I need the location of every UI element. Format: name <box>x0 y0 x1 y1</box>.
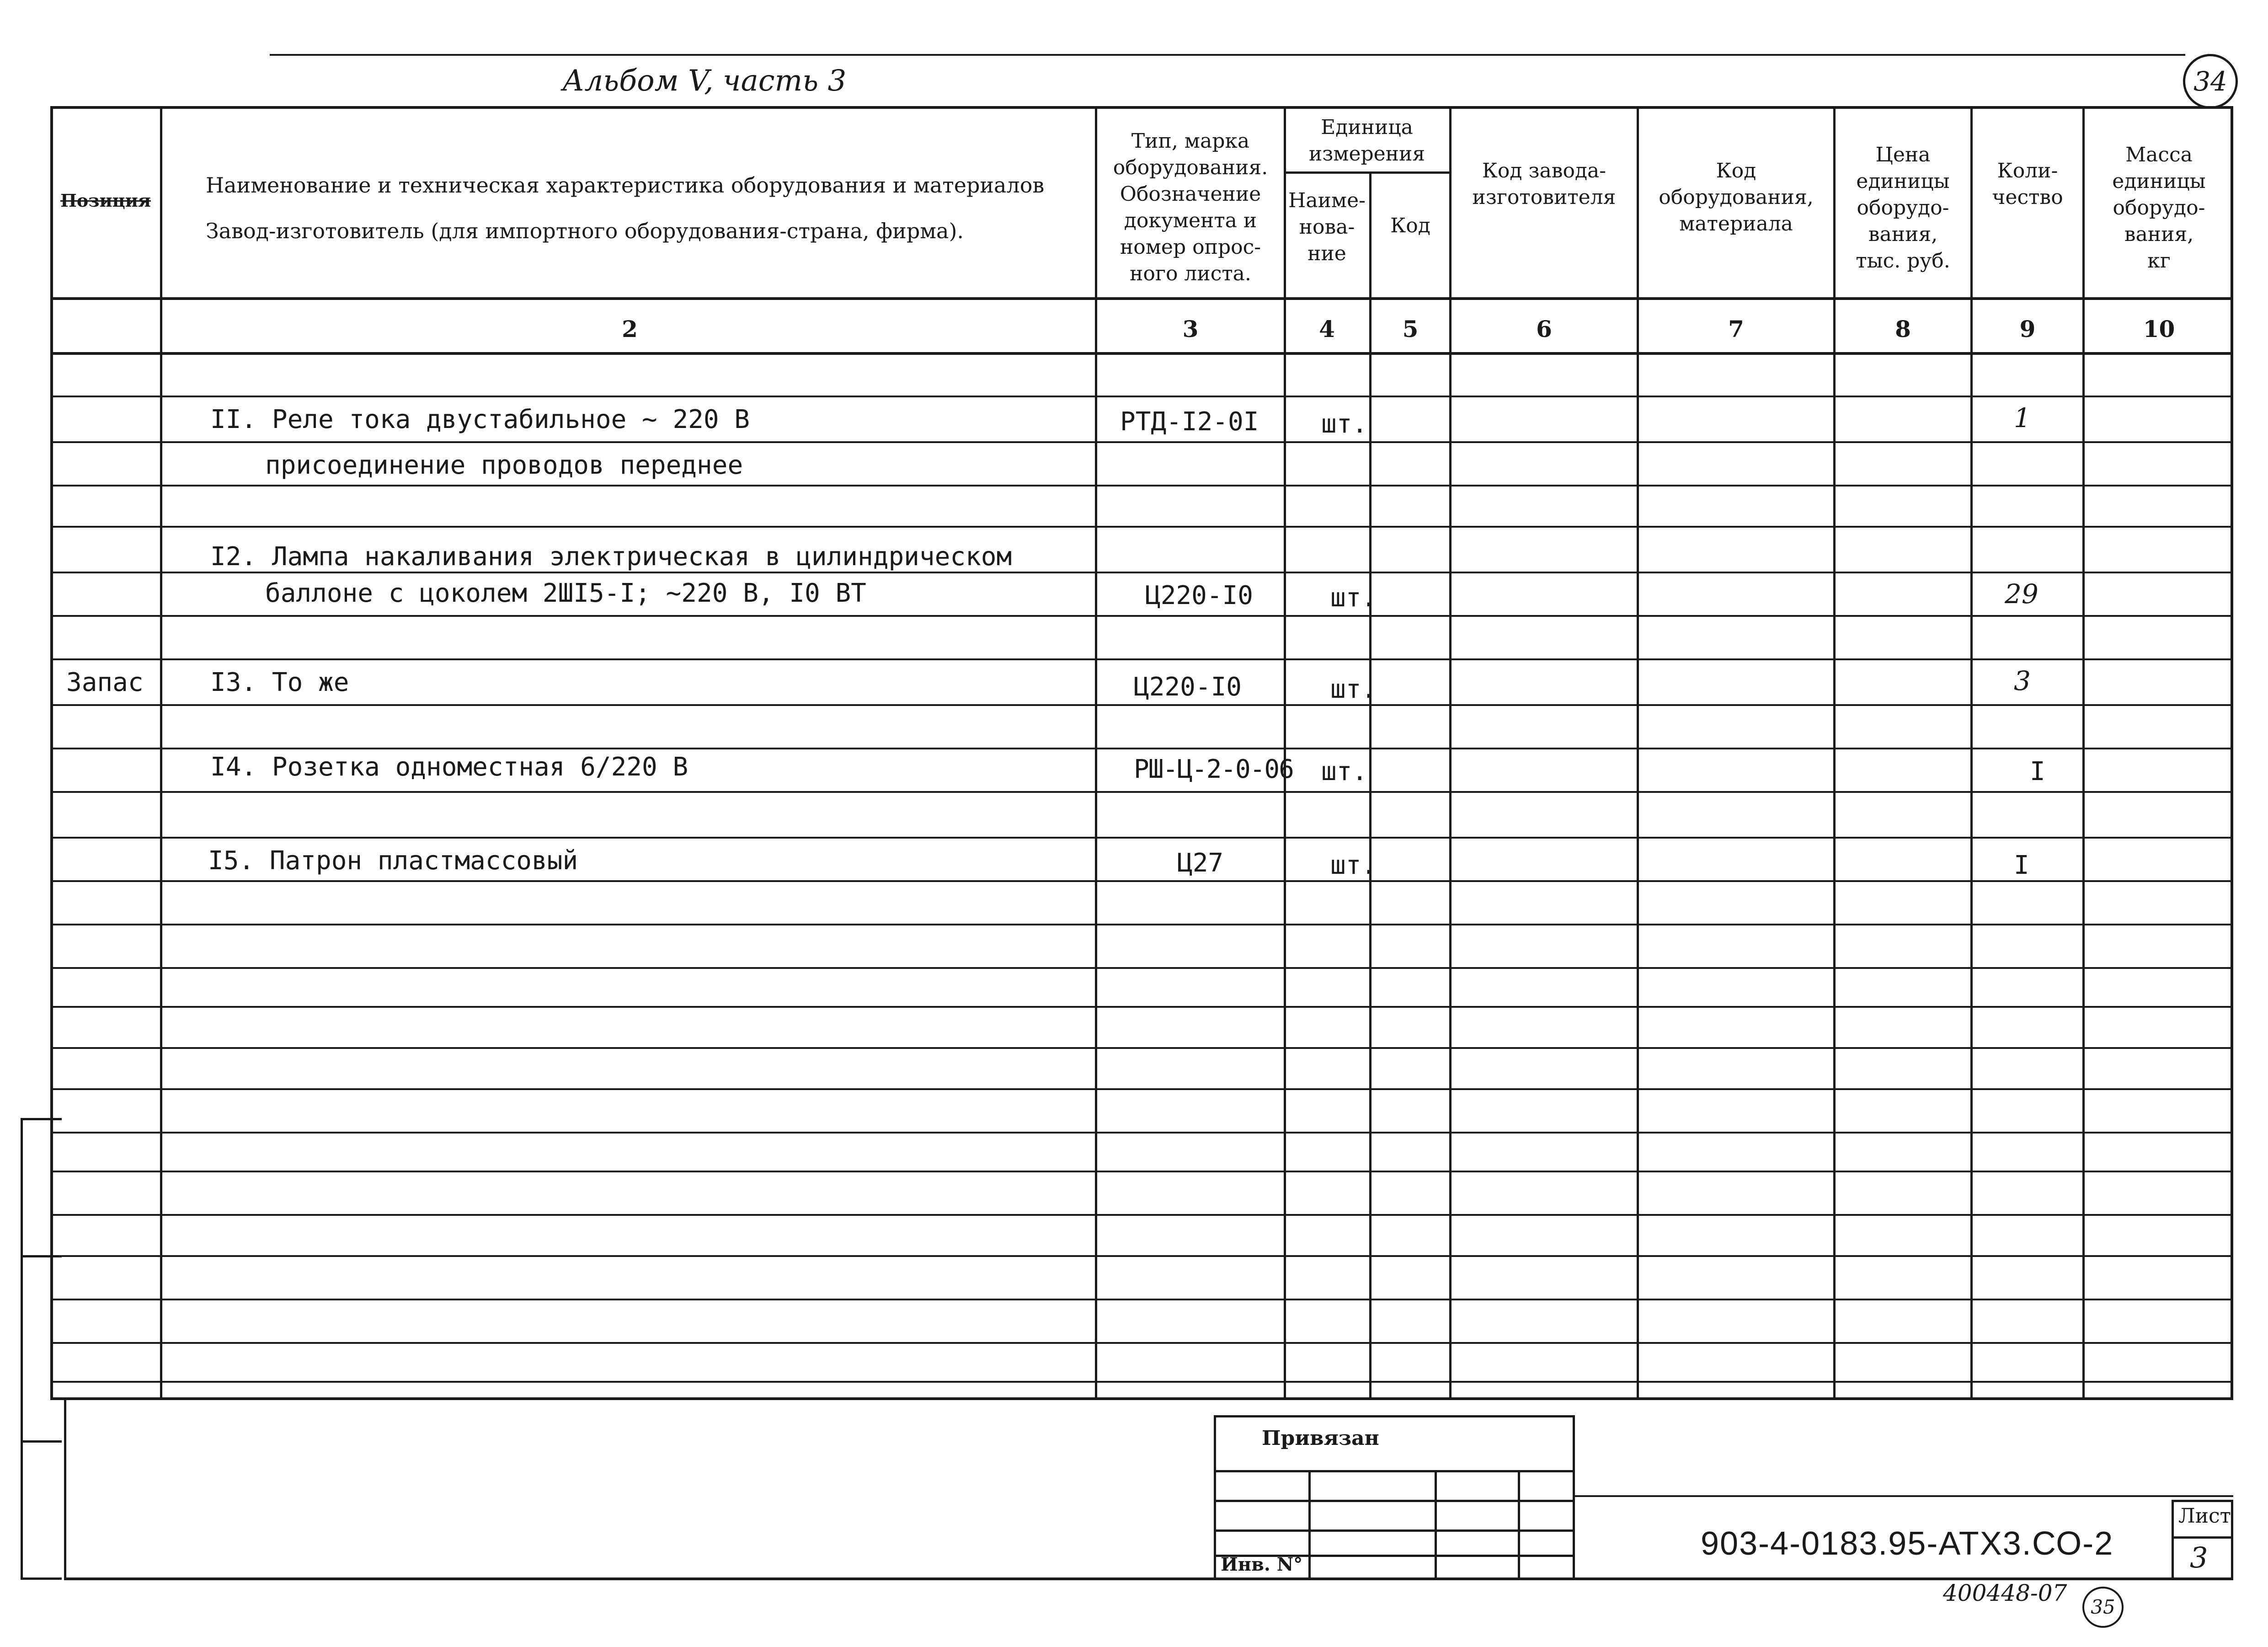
col-header-9: Коли- чество <box>1992 159 2063 209</box>
row-3-type: Ц220-I0 <box>1134 672 1242 702</box>
row-1-qty: 1 <box>2014 402 2031 433</box>
stamp-inv-label: Инв. N° <box>1221 1554 1303 1575</box>
row-3-position: Запас <box>66 668 144 697</box>
table-row-rule <box>50 880 2233 882</box>
col-num-3: 3 <box>1182 315 1199 342</box>
stamp-col-2 <box>1435 1470 1437 1580</box>
row-1-name2: присоединение проводов переднее <box>265 450 743 480</box>
col-line-5 <box>1449 106 1452 1400</box>
lower-left-border <box>64 1400 66 1580</box>
unit-group-header: Единица измерения <box>1308 116 1425 166</box>
sheet-box-rule <box>2172 1536 2233 1539</box>
col-header-5: Код <box>1390 214 1430 237</box>
page-number-circle: 34 <box>2183 54 2238 109</box>
col-line-7 <box>1833 106 1836 1400</box>
row-3-unit: шт. <box>1330 674 1377 704</box>
col-num-4: 4 <box>1319 315 1335 342</box>
stamp-rule-3 <box>1214 1529 1575 1532</box>
col-header-7: Код оборудования, материала <box>1659 159 1814 235</box>
stamp-rule-2 <box>1214 1500 1575 1502</box>
row-2-name: I2. Лампа накаливания электрическая в цилиндрическом <box>210 542 1012 572</box>
sheet-label: Лист <box>2178 1504 2231 1528</box>
unit-group-rule <box>1284 171 1449 174</box>
table-row-rule <box>50 396 2233 397</box>
row-4-type: РШ-Ц-2-0-06 <box>1134 754 1293 784</box>
table-row-rule <box>50 1132 2233 1134</box>
col-header-1: Позиция <box>60 190 151 211</box>
row-1-type: РТД-I2-0I <box>1120 407 1259 437</box>
col-num-9: 9 <box>2019 315 2036 342</box>
row-2-unit: шт. <box>1330 583 1377 613</box>
document-code: 903-4-0183.95-АТХ3.СО-2 <box>1701 1525 2114 1562</box>
row-5-name: I5. Патрон пластмассовый <box>208 846 578 876</box>
row-5-qty: I <box>2014 850 2029 880</box>
archive-circle: 35 <box>2082 1587 2124 1628</box>
table-row-rule <box>50 1299 2233 1300</box>
col-line-9 <box>2082 106 2085 1400</box>
table-row-rule <box>50 837 2233 839</box>
table-row-rule <box>50 1381 2233 1383</box>
binding-strip-rule-2 <box>21 1440 62 1443</box>
row-5-unit: шт. <box>1330 850 1377 880</box>
col-line-4 <box>1369 174 1371 1400</box>
bottom-frame <box>64 1577 2233 1580</box>
row-2-type: Ц220-I0 <box>1145 581 1254 610</box>
col-header-8: Цена единицы оборудо- вания, тыс. руб. <box>1856 143 1950 273</box>
col-num-2: 2 <box>622 315 638 342</box>
table-row-rule <box>50 485 2233 487</box>
col-header-10: Масса единицы оборудо- вания, кг <box>2112 143 2206 273</box>
col-num-5: 5 <box>1402 315 1419 342</box>
table-row-rule <box>50 1342 2233 1344</box>
table-row-rule <box>50 748 2233 749</box>
table-row-rule <box>50 791 2233 793</box>
doc-code-top-rule <box>1575 1495 2233 1497</box>
row-3-name: I3. То же <box>210 668 349 697</box>
row-5-type: Ц27 <box>1177 848 1224 878</box>
table-row-rule <box>50 658 2233 660</box>
col-line-2 <box>1095 106 1097 1400</box>
row-1-name: II. Реле тока двустабильное ~ 220 В <box>210 405 750 434</box>
table-row-rule <box>50 615 2233 617</box>
header-bottom-rule <box>50 297 2233 300</box>
binding-strip-rule-1 <box>21 1255 62 1257</box>
table-row-rule <box>50 1006 2233 1008</box>
stamp-col-1 <box>1308 1470 1311 1580</box>
col-num-10: 10 <box>2143 315 2175 342</box>
top-rule <box>270 54 2185 56</box>
stamp-col-3 <box>1518 1470 1520 1580</box>
col-line-3 <box>1284 106 1286 1400</box>
col-num-8: 8 <box>1895 315 1911 342</box>
table-row-rule <box>50 1171 2233 1172</box>
col-num-6: 6 <box>1536 315 1552 342</box>
table-row-rule <box>50 1047 2233 1049</box>
col-num-7: 7 <box>1728 315 1744 342</box>
table-row-rule <box>50 572 2233 573</box>
album-label: Альбом V, часть 3 <box>562 64 847 98</box>
table-row-rule <box>50 1255 2233 1257</box>
col-header-2: Наименование и техническая характеристика оборудования и материалов Завод-изготовитель (для импортного оборудования-страна, фирма). <box>206 173 1045 243</box>
stamp-rule-1 <box>1214 1470 1575 1472</box>
table-row-rule <box>50 526 2233 528</box>
sheet-number: 3 <box>2190 1541 2208 1574</box>
binding-strip <box>21 1118 62 1580</box>
stamp-tied-label: Привязан <box>1262 1427 1379 1450</box>
col-header-6: Код завода- изготовителя <box>1472 159 1616 209</box>
archive-number: 400448-07 <box>1943 1580 2067 1606</box>
row-2-qty: 29 <box>2005 578 2039 610</box>
row-4-qty: I <box>2030 757 2045 786</box>
table-row-rule <box>50 1214 2233 1216</box>
col-line-6 <box>1637 106 1639 1400</box>
row-4-name: I4. Розетка одноместная 6/220 В <box>210 752 688 782</box>
table-row-rule <box>50 924 2233 925</box>
table-row-rule <box>50 441 2233 443</box>
table-row-rule <box>50 1088 2233 1090</box>
row-2-name2: баллоне с цоколем 2ШI5-I; ~220 В, I0 ВТ <box>265 578 866 608</box>
row-3-qty: 3 <box>2014 665 2031 696</box>
numbers-bottom-rule <box>50 352 2233 355</box>
row-4-unit: шт. <box>1321 757 1368 786</box>
col-line-8 <box>1970 106 1973 1400</box>
col-header-4: Наиме- нова- ние <box>1288 189 1366 265</box>
table-row-rule <box>50 704 2233 706</box>
col-header-3: Тип, марка оборудования. Обозначение документа и номер опрос- ного листа. <box>1113 129 1268 285</box>
table-row-rule <box>50 967 2233 969</box>
row-1-unit: шт. <box>1321 409 1368 439</box>
col-line-1 <box>160 106 162 1400</box>
